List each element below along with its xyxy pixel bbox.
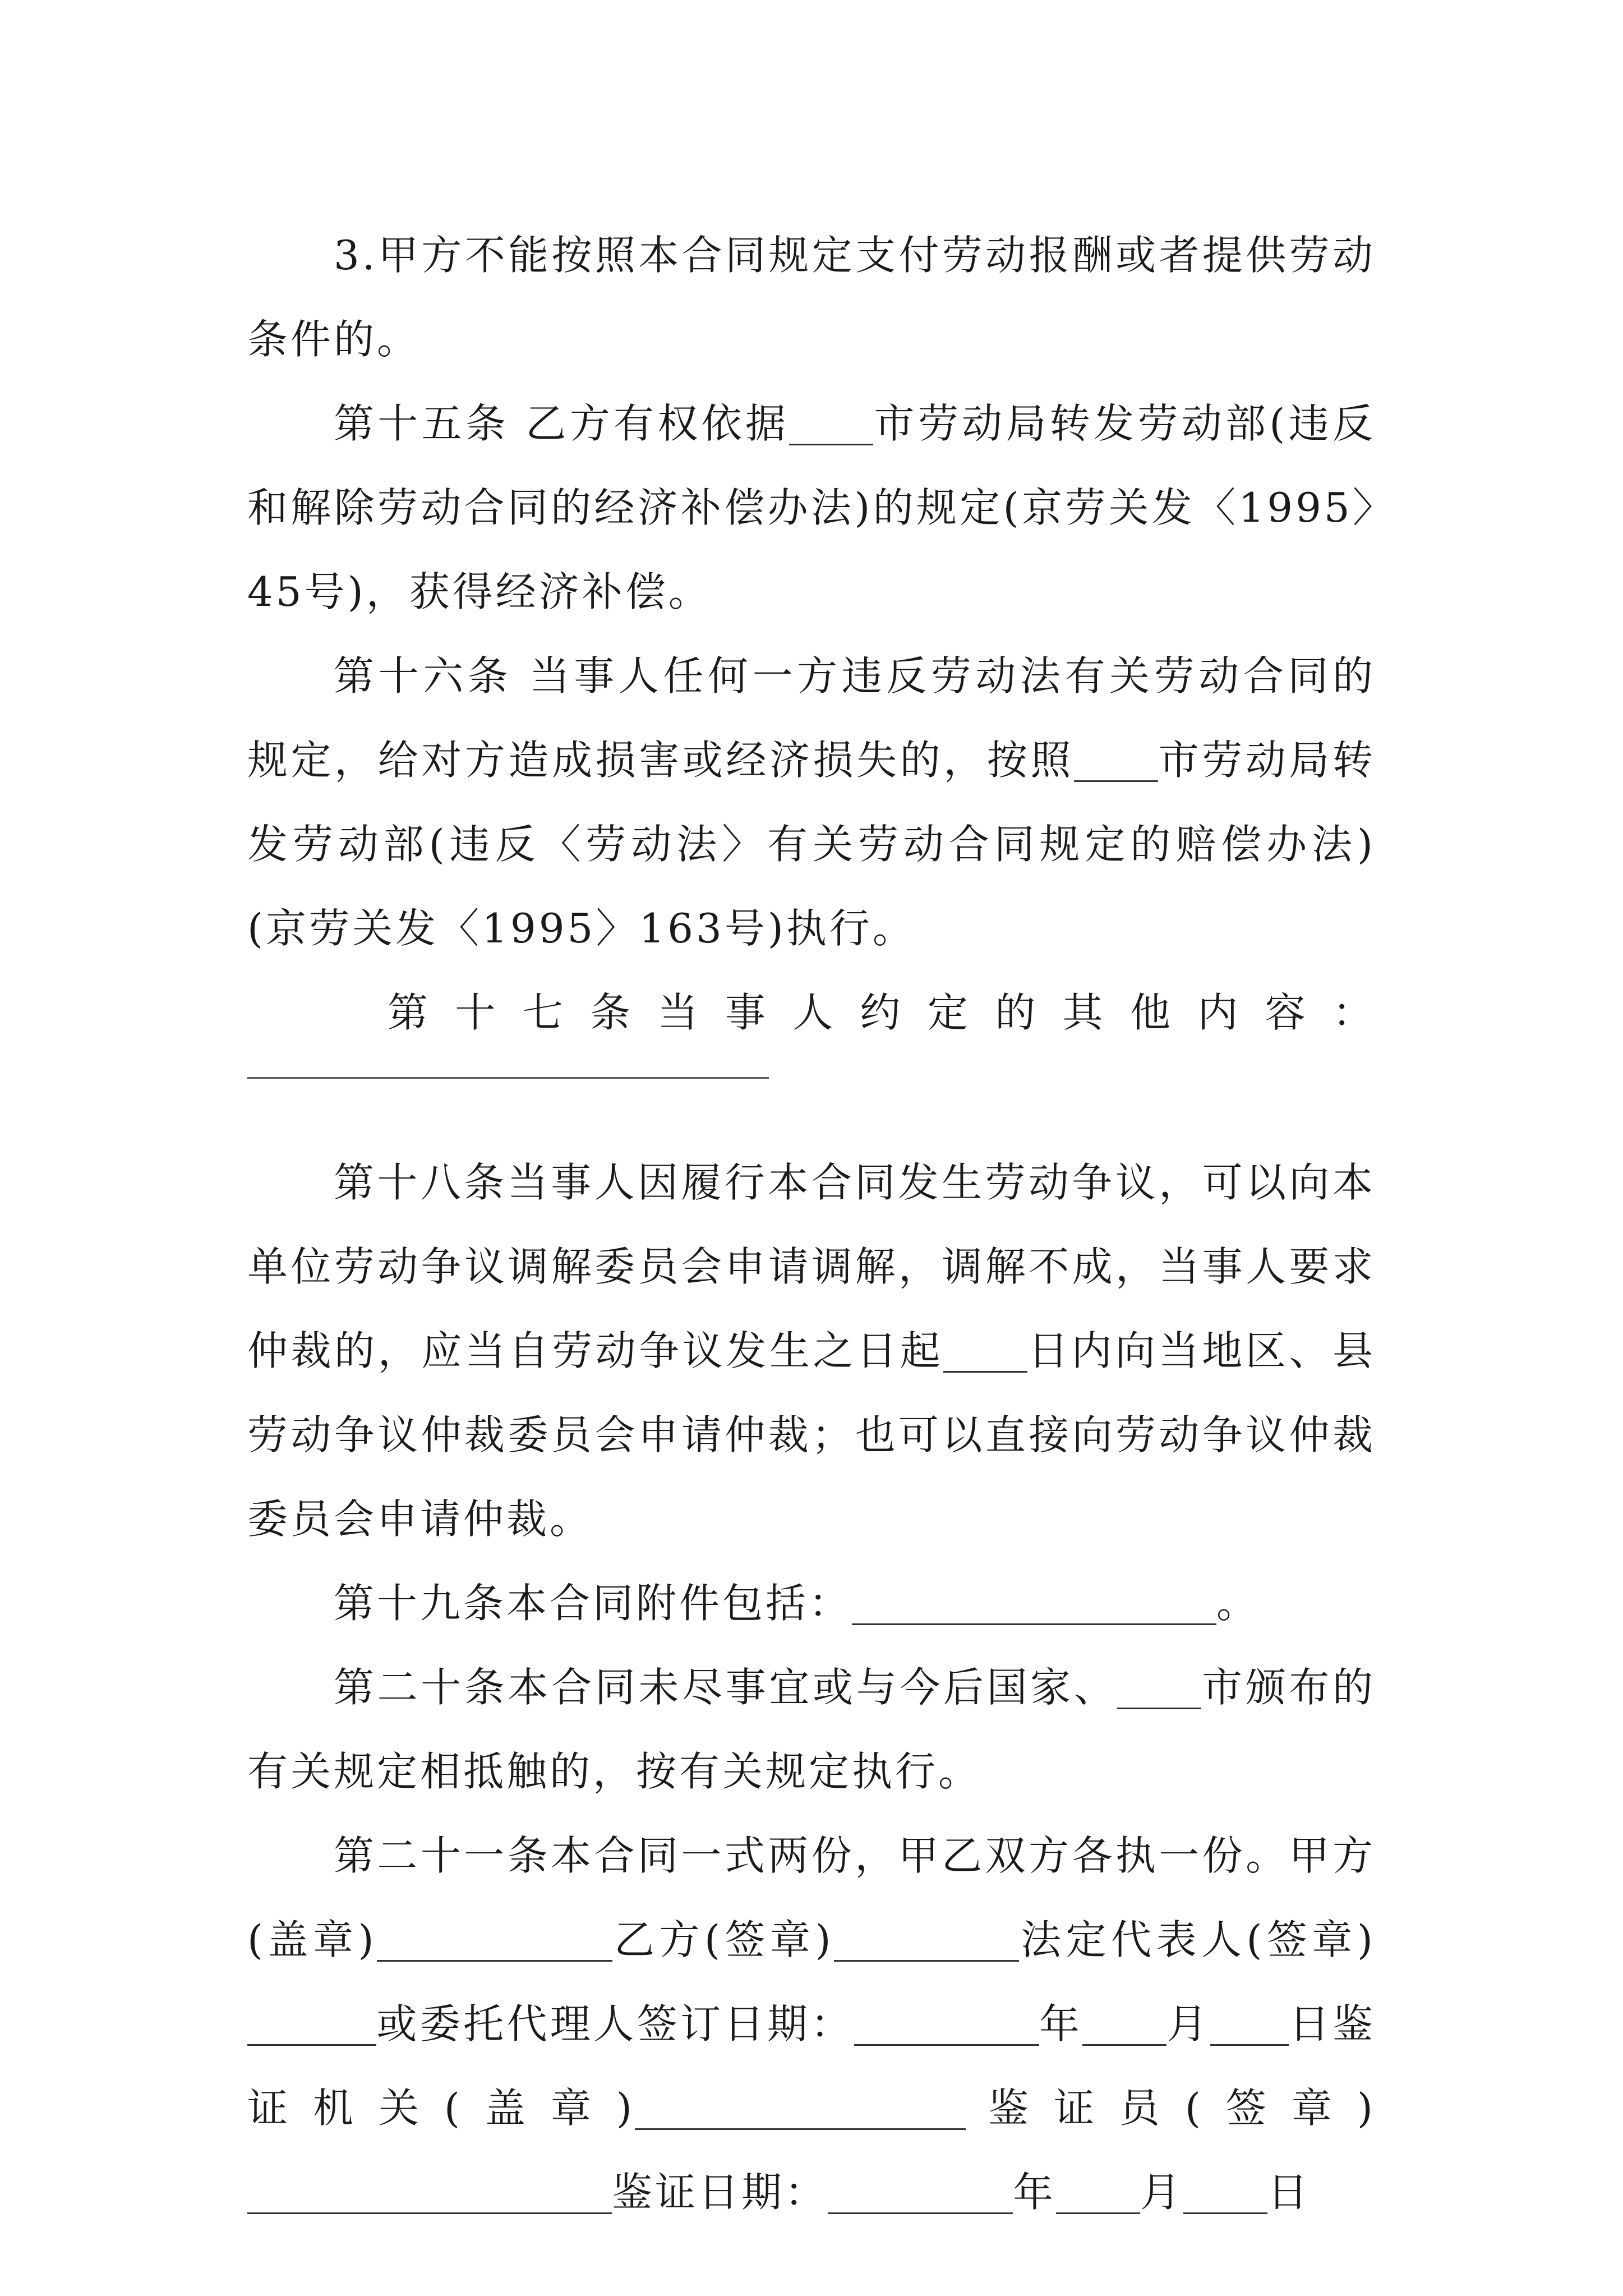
month-label: 月 <box>1166 2000 1211 2047</box>
verifier-label: 鉴证员(签章) <box>966 2085 1376 2132</box>
month-label: 月 <box>1140 2169 1184 2216</box>
verification-date-label: 鉴证日期： <box>612 2169 828 2216</box>
verifier-signature-blank[interactable] <box>247 2173 612 2214</box>
signing-year-blank[interactable] <box>854 2005 1039 2046</box>
document-page <box>247 213 1376 2234</box>
day-label: 日 <box>1267 2169 1311 2216</box>
article-15 <box>247 381 1376 634</box>
article-16-text-a: 第十六条 当事人任何一方违反劳动法有关劳动合同的规定，给对方造成损害或经济损失的，按照 <box>247 652 1376 784</box>
article-17 <box>247 970 1376 1055</box>
party-a-seal-blank[interactable] <box>377 1921 612 1962</box>
article-18 <box>247 1140 1376 1561</box>
attachments-blank[interactable] <box>852 1584 1216 1625</box>
article-20-text-b: 市颁布的有关规定相抵触的，按有关规定执行。 <box>247 1664 1376 1795</box>
article-15-text-a: 第十五条 乙方有权依据 <box>334 400 790 447</box>
signing-day-blank[interactable] <box>1210 2005 1289 2046</box>
verification-month-blank[interactable] <box>1056 2173 1140 2214</box>
article-17-text: 第十七条当事人约定的其他内容： <box>388 989 1376 1036</box>
article-21 <box>247 1814 1376 2234</box>
days-blank[interactable] <box>943 1332 1027 1373</box>
verification-year-blank[interactable] <box>828 2173 1013 2214</box>
authority-seal-blank[interactable] <box>635 2089 966 2130</box>
article-18-text-a: 第十八条当事人因履行本合同发生劳动争议，可以向本单位劳动争议调解委员会申请调解，调解不成，当事人要求仲裁的，应当自劳动争议发生之日起 <box>247 1159 1376 1374</box>
legal-rep-label: 法定代表人(签章) <box>1018 1916 1376 1963</box>
article-16 <box>247 634 1376 970</box>
article-20 <box>247 1645 1376 1814</box>
article-19-text-a: 第十九条本合同附件包括： <box>334 1580 852 1627</box>
article-19 <box>247 1561 1376 1645</box>
other-content-blank[interactable] <box>247 1077 769 1079</box>
year-label: 年 <box>1013 2169 1057 2216</box>
city-blank[interactable] <box>1117 1668 1201 1709</box>
article-16-text-b: 市劳动局转发劳动部(违反〈劳动法〉有关劳动合同规定的赔偿办法)(京劳关发〈1995〉163号)执行。 <box>247 737 1376 952</box>
legal-rep-signature-blank[interactable] <box>247 2005 376 2046</box>
article-20-text-a: 第二十条本合同未尽事宜或与今后国家、 <box>334 1664 1118 1711</box>
article-19-text-b: 。 <box>1216 1580 1260 1627</box>
authority-label: 日鉴证机关(盖章) <box>247 2000 1376 2132</box>
city-blank[interactable] <box>1074 741 1158 782</box>
signing-date-label: 或委托代理人签订日期： <box>376 2000 854 2047</box>
verification-day-blank[interactable] <box>1183 2173 1267 2214</box>
article-15-text-b: 市劳动局转发劳动部(违反和解除劳动合同的经济补偿办法)的规定(京劳关发〈1995〉45号)，获得经济补偿。 <box>247 400 1376 615</box>
year-label: 年 <box>1039 2000 1083 2047</box>
article-18-text-b: 日内向当地区、县劳动争议仲裁委员会申请仲裁；也可以直接向劳动争议仲裁委员会申请仲裁。 <box>247 1327 1376 1543</box>
city-blank[interactable] <box>789 404 873 445</box>
party-b-label: 乙方(签章) <box>612 1916 834 1963</box>
signing-month-blank[interactable] <box>1082 2005 1166 2046</box>
party-b-signature-blank[interactable] <box>834 1921 1019 1962</box>
clause-3-item <box>247 213 1376 381</box>
article-21-text-a: 第二十一条本合同一式两份，甲乙双方各执一份。甲方(盖章) <box>247 1832 1376 1963</box>
clause-3-text: 3.甲方不能按照本合同规定支付劳动报酬或者提供劳动条件的。 <box>247 232 1376 363</box>
